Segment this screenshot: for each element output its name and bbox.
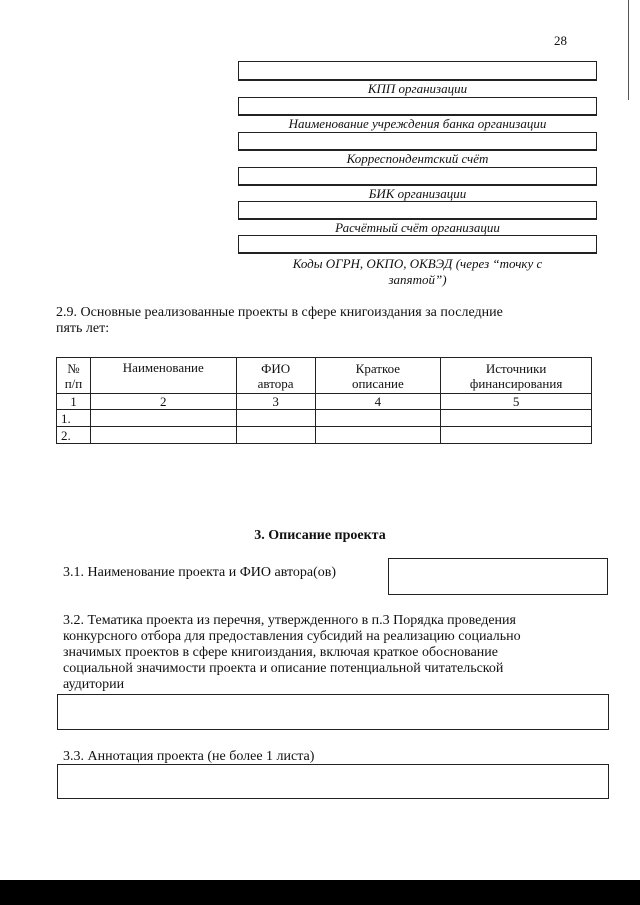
section-3-title: 3. Описание проекта (254, 528, 386, 543)
theme-input[interactable] (57, 694, 609, 730)
projects-table (56, 357, 592, 444)
table-cell: 1 (57, 394, 91, 410)
header-number: № п/п (57, 358, 91, 394)
codes-input[interactable] (238, 235, 597, 253)
bik-input[interactable] (238, 167, 597, 185)
bik-label: БИК организации (238, 185, 597, 202)
page-number: 28 (554, 33, 567, 48)
table-cell[interactable] (441, 427, 592, 444)
kpp-input[interactable] (238, 61, 597, 80)
corr-account-label: Корреспондентский счёт (238, 150, 597, 167)
item-3-2-line: социальной значимости проекта и описание потенциальной читательской (63, 661, 504, 676)
bank-name-input[interactable] (238, 97, 597, 115)
table-cell: 2 (90, 394, 236, 410)
table-row (57, 410, 592, 427)
item-3-2-line: 3.2. Тематика проекта из перечня, утвержденного в п.3 Порядка проведения (63, 613, 516, 628)
table-numbering-row (57, 394, 592, 410)
table-cell[interactable] (315, 410, 441, 427)
header-description: Краткое описание (315, 358, 441, 394)
kpp-label: КПП организации (238, 80, 597, 97)
table-cell[interactable] (441, 410, 592, 427)
item-3-2-line: конкурсного отбора для предоставления субсидий на реализацию социально (63, 629, 521, 644)
settlement-account-label: Расчётный счёт организации (238, 219, 597, 236)
settlement-account-input[interactable] (238, 201, 597, 219)
table-header-row (57, 358, 592, 394)
item-3-2-line: значимых проектов в сфере книгоиздания, включая краткое обоснование (63, 645, 498, 660)
table-cell: 3 (236, 394, 315, 410)
codes-label-line1: Коды ОГРН, ОКПО, ОКВЭД (через “точку с (292, 256, 543, 271)
item-3-3-label: 3.3. Аннотация проекта (не более 1 листа) (63, 749, 315, 764)
header-author: ФИО автора (236, 358, 315, 394)
header-name: Наименование (90, 358, 236, 394)
table-row (57, 427, 592, 444)
item-3-2-line: аудитории (63, 677, 125, 692)
codes-underline (238, 253, 597, 254)
table-cell[interactable] (90, 427, 236, 444)
item-3-2-text (63, 613, 583, 693)
item-3-1-label: 3.1. Наименование проекта и ФИО автора(ов) (63, 565, 337, 580)
section-2-9-line1: 2.9. Основные реализованные проекты в сфере книгоиздания за последние (56, 305, 503, 320)
corr-account-input[interactable] (238, 132, 597, 150)
header-funding: Источники финансирования (441, 358, 592, 394)
section-2-9-line2: пять лет: (56, 321, 110, 336)
table-cell[interactable] (236, 410, 315, 427)
table-cell[interactable] (315, 427, 441, 444)
table-cell: 4 (315, 394, 441, 410)
table-cell[interactable] (236, 427, 315, 444)
codes-label (238, 253, 597, 288)
annotation-input[interactable] (57, 764, 609, 799)
codes-label-line2: запятой”) (388, 272, 447, 287)
page-edge-line (628, 0, 629, 100)
table-cell: 2. (57, 427, 91, 444)
project-name-input[interactable] (388, 558, 608, 595)
table-cell: 1. (57, 410, 91, 427)
table-cell[interactable] (90, 410, 236, 427)
bank-name-label: Наименование учреждения банка организации (238, 115, 597, 132)
scan-bottom-border (0, 880, 640, 905)
table-cell: 5 (441, 394, 592, 410)
